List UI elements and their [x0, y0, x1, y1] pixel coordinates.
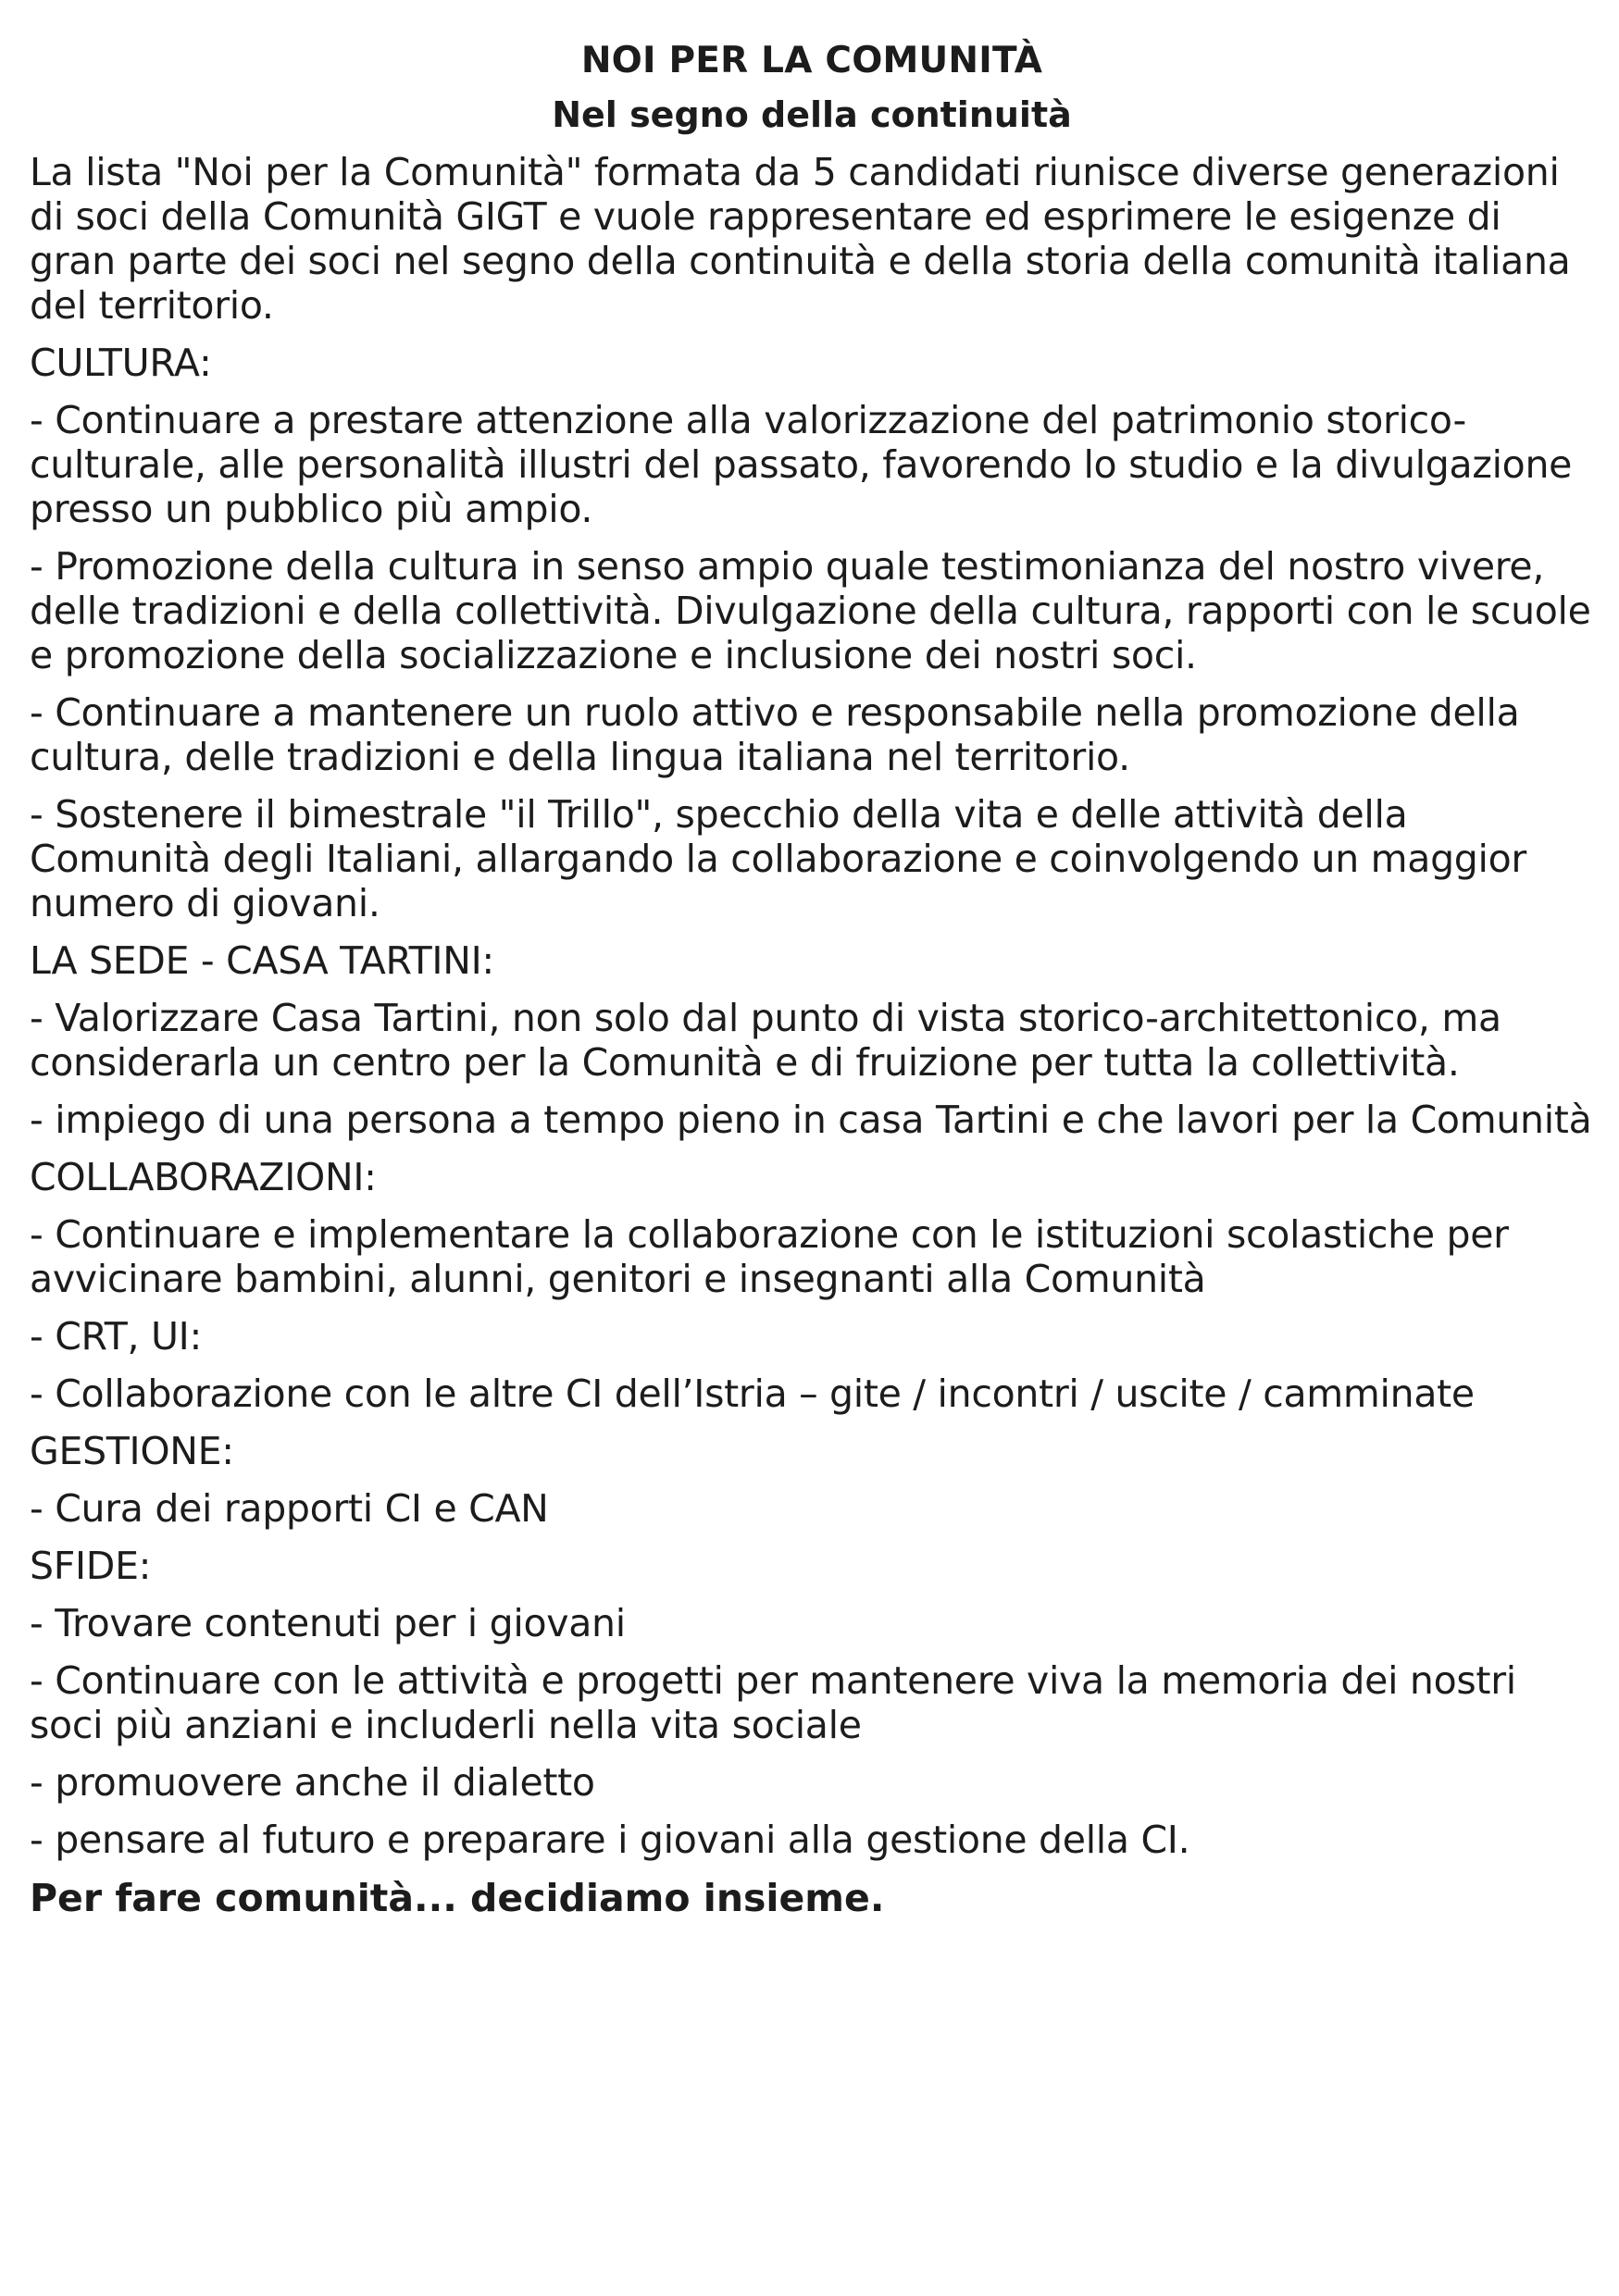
list-item: - promuovere anche il dialetto: [30, 1760, 595, 1805]
document-title: NOI PER LA COMUNITÀ: [580, 40, 1043, 81]
section-cultura: [30, 341, 1594, 925]
intro-paragraph: La lista "Noi per la Comunità" formata da 5 candidati riunisce diverse generazioni di soci della Comunità GIGT e vuole rappresentare ed esprimere le esigenze di gran parte dei soci nel segno della continuità e della storia della comunità italiana del territorio.: [30, 150, 1571, 328]
section-collaborazioni: [30, 1155, 1594, 1416]
section-heading: COLLABORAZIONI:: [30, 1155, 377, 1199]
list-item: - CRT, UI:: [30, 1314, 202, 1359]
list-item: - Continuare e implementare la collaborazione con le istituzioni scolastiche per avvicinare bambini, alunni, genitori e insegnanti alla Comunità: [30, 1212, 1509, 1301]
section-sede: [30, 938, 1594, 1142]
closing-slogan: Per fare comunità... decidiamo insieme.: [30, 1876, 885, 1920]
section-heading: LA SEDE - CASA TARTINI:: [30, 938, 494, 983]
section-heading: CULTURA:: [30, 341, 212, 385]
section-gestione: [30, 1429, 1594, 1531]
list-item: - Continuare a mantenere un ruolo attivo e responsabile nella promozione della cultura, delle tradizioni e della lingua italiana nel territorio.: [30, 690, 1520, 779]
list-item: - Continuare a prestare attenzione alla valorizzazione del patrimonio storico-culturale, alle personalità illustri del passato, favorendo lo studio e la divulgazione presso un pubblico più ampio.: [30, 398, 1573, 531]
list-item: - Sostenere il bimestrale "il Trillo", specchio della vita e delle attività della Comunità degli Italiani, allargando la collaborazione e coinvolgendo un maggior numero di giovani.: [30, 792, 1526, 925]
section-sfide: [30, 1544, 1594, 1862]
list-item: - Valorizzare Casa Tartini, non solo dal punto di vista storico-architettonico, ma considerarla un centro per la Comunità e di fruizione per tutta la collettività.: [30, 996, 1501, 1085]
section-heading: GESTIONE:: [30, 1429, 234, 1473]
list-item: - Trovare contenuti per i giovani: [30, 1601, 626, 1645]
document-page: [30, 37, 1594, 1921]
list-item: - pensare al futuro e preparare i giovani alla gestione della CI.: [30, 1818, 1190, 1862]
list-item: - Promozione della cultura in senso ampio quale testimonianza del nostro vivere, delle tradizioni e della collettività. Divulgazione della cultura, rapporti con le scuole e promozione della socializzazione e inclusione dei nostri soci.: [30, 544, 1591, 677]
list-item: - impiego di una persona a tempo pieno in casa Tartini e che lavori per la Comunità: [30, 1098, 1592, 1142]
section-heading: SFIDE:: [30, 1544, 152, 1588]
list-item: - Collaborazione con le altre CI dell’Istria – gite / incontri / uscite / camminate: [30, 1371, 1475, 1416]
document-subtitle: Nel segno della continuità: [552, 94, 1072, 135]
list-item: - Cura dei rapporti CI e CAN: [30, 1486, 549, 1531]
list-item: - Continuare con le attività e progetti per mantenere viva la memoria dei nostri soci più anziani e includerli nella vita sociale: [30, 1658, 1516, 1747]
